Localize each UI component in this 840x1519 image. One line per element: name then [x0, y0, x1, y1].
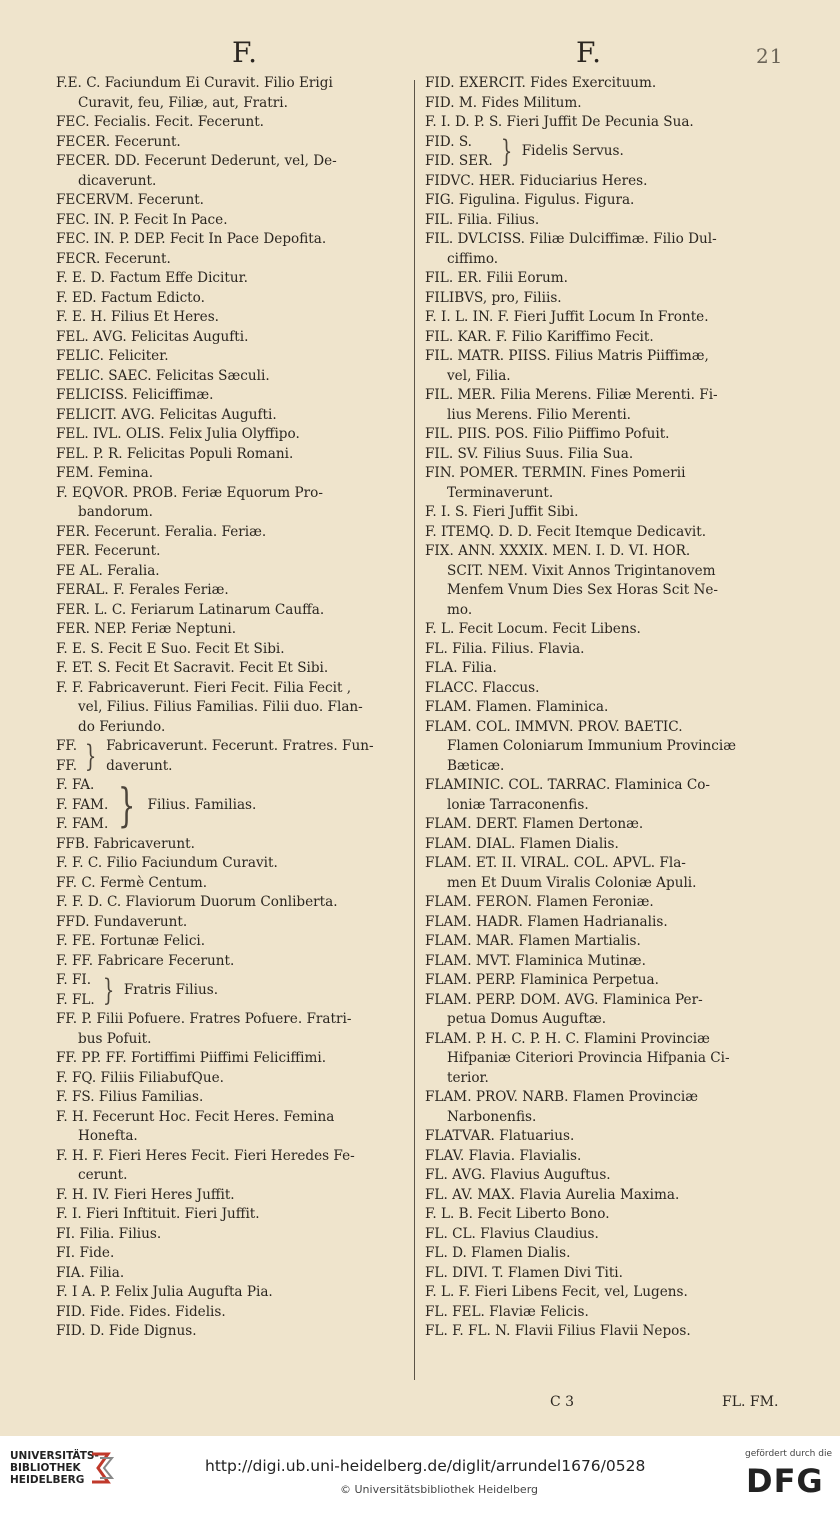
dictionary-entry-line: FIL. MATR. PIISS. Filius Matris Piiffimæ, — [425, 348, 709, 364]
dictionary-entry-line: petua Domus Auguftæ. — [447, 1011, 607, 1027]
brace-expansion — [522, 142, 624, 162]
dictionary-entry-line: FECER. DD. Fecerunt Dederunt, vel, De- — [56, 153, 337, 169]
brace-symbol: } — [102, 972, 115, 1008]
dictionary-entry-line: FLATVAR. Flatuarius. — [425, 1128, 575, 1144]
dictionary-entry-line: FIL. MER. Filia Merens. Filiæ Merenti. Fi- — [425, 387, 718, 403]
dictionary-entry-line: F. EQVOR. PROB. Feriæ Equorum Pro- — [56, 484, 323, 501]
dictionary-entry-line: vel, Filius. Filius Familias. Filii duo. Flan- — [78, 699, 363, 715]
brace-abbreviations — [425, 133, 493, 172]
dictionary-entry-line: F. I. Fieri Inftituit. Fieri Juffit. — [56, 1206, 260, 1222]
brace-symbol: } — [500, 134, 512, 169]
right-column — [425, 74, 795, 1342]
dictionary-entry-line: FELIC. SAEC. Felicitas Sæculi. — [56, 367, 270, 384]
dictionary-entry-line: F. I. L. IN. F. Fieri Juffit Locum In Fronte. — [425, 309, 709, 325]
dictionary-entry-line: vel, Filia. — [447, 367, 511, 384]
bracketed-entry — [56, 971, 410, 1010]
dictionary-entry-line: FILIBVS, pro, Filiis. — [425, 289, 562, 306]
dictionary-entry-line: FF. P. Filii Pofuere. Fratres Pofuere. Fratri- — [56, 1011, 352, 1027]
dictionary-entry-line: F. F. D. C. Flaviorum Duorum Conliberta. — [56, 894, 338, 910]
dictionary-entry-line: FIL. Filia. Filius. — [425, 211, 540, 228]
dictionary-entry-line: FECER. Fecerunt. — [56, 133, 181, 150]
dictionary-entry-line: bus Pofuit. — [78, 1030, 152, 1047]
dictionary-entry-line: FER. Fecerunt. Feralia. Feriæ. — [56, 523, 267, 540]
dictionary-entry-line: FID. EXERCIT. Fides Exercituum. — [425, 75, 657, 91]
brace-expansion — [124, 981, 218, 1001]
dictionary-entry-line: FL. AV. MAX. Flavia Aurelia Maxima. — [425, 1186, 680, 1203]
abbreviation: FF. — [56, 738, 78, 754]
dictionary-entry-line: F. F. Fabricaverunt. Fieri Fecit. Filia Fecit , — [56, 679, 352, 696]
dictionary-entry-line: F. E. H. Filius Et Heres. — [56, 309, 219, 325]
dictionary-entry-line: FLAM. MAR. Flamen Martialis. — [425, 933, 641, 949]
dictionary-entry-line: F. F. C. Filio Faciundum Curavit. — [56, 855, 278, 871]
dictionary-entry-line: FEL. AVG. Felicitas Augufti. — [56, 328, 249, 345]
dictionary-entry-line: Terminaverunt. — [447, 484, 554, 501]
dictionary-entry-line: FF. C. Fermè Centum. — [56, 874, 208, 891]
dictionary-entry-line: F. ED. Factum Edicto. — [56, 289, 205, 306]
dictionary-entry-line: FIL. DVLCISS. Filiæ Dulciffimæ. Filio Dul- — [425, 231, 717, 247]
library-logo-text: UNIVERSITÄTS- BIBLIOTHEK HEIDELBERG — [10, 1450, 99, 1486]
dictionary-entry-line: terior. — [447, 1069, 489, 1086]
dictionary-entry-line: F. L. B. Fecit Liberto Bono. — [425, 1206, 610, 1222]
running-head-left: F. — [232, 36, 258, 69]
copyright-notice: © Universitätsbibliothek Heidelberg — [340, 1483, 539, 1496]
dictionary-entry-line: FEC. IN. P. Fecit In Pace. — [56, 211, 228, 228]
dictionary-entry-line: FLA. Filia. — [425, 660, 497, 676]
dictionary-entry-line: FELICIT. AVG. Felicitas Augufti. — [56, 406, 277, 423]
brace-expansion — [106, 737, 373, 776]
dictionary-entry-line: do Feriundo. — [78, 718, 166, 735]
dictionary-entry-line: FIL. KAR. F. Filio Kariffimo Fecit. — [425, 328, 654, 345]
dictionary-entry-line: dicaverunt. — [78, 172, 157, 189]
dictionary-entry-line: F. FQ. Filiis FiliabufQue. — [56, 1069, 224, 1086]
expansion-continued: daverunt. — [106, 757, 173, 774]
abbreviation: F. FL. — [56, 991, 95, 1008]
dictionary-entry-line: FLACC. Flaccus. — [425, 679, 540, 696]
expansion-text: Fidelis Servus. — [521, 143, 624, 160]
dictionary-entry-line: F.E. C. Faciundum Ei Curavit. Filio Erigi — [56, 75, 333, 91]
dictionary-entry-line: FLAM. P. H. C. P. H. C. Flamini Provinciæ — [425, 1030, 710, 1047]
dfg-logo: DFG — [746, 1462, 824, 1500]
brace-abbreviations — [56, 776, 108, 835]
brace-abbreviations — [56, 737, 77, 776]
dictionary-entry-line: FID. D. Fide Dignus. — [56, 1323, 197, 1339]
column-divider — [414, 80, 415, 1380]
dictionary-entry-line: FE AL. Feralia. — [56, 562, 160, 579]
dictionary-entry-line: F. L. F. Fieri Libens Fecit, vel, Lugens. — [425, 1284, 688, 1300]
dictionary-entry-line: F. FE. Fortunæ Felici. — [56, 933, 206, 949]
dictionary-entry-line: F. FS. Filius Familias. — [56, 1089, 204, 1105]
dictionary-entry-line: FLAM. PERP. DOM. AVG. Flaminica Per- — [425, 991, 703, 1008]
dictionary-entry-line: Honefta. — [78, 1128, 138, 1144]
abbreviation: F. FI. — [56, 972, 92, 988]
dictionary-entry-line: FIDVC. HER. Fiduciarius Heres. — [425, 172, 648, 189]
brace-symbol: } — [118, 778, 136, 833]
dictionary-entry-line: FER. Fecerunt. — [56, 543, 161, 559]
dictionary-entry-line: FL. AVG. Flavius Auguftus. — [425, 1167, 611, 1183]
abbreviation: FID. S. — [425, 133, 473, 150]
dictionary-entry-line: F. ITEMQ. D. D. Fecit Itemque Dedicavit. — [425, 523, 707, 540]
expansion-text: Fabricaverunt. Fecerunt. Fratres. Fun- — [106, 738, 374, 754]
dictionary-entry-line: F. H. F. Fieri Heres Fecit. Fieri Heredes Fe- — [56, 1147, 355, 1164]
dictionary-entry-line: FLAM. DERT. Flamen Dertonæ. — [425, 816, 644, 832]
page-number: 21 — [756, 44, 784, 68]
dictionary-entry-line: FLAM. HADR. Flamen Hadrianalis. — [425, 913, 668, 930]
funding-caption: gefördert durch die — [745, 1449, 832, 1459]
dictionary-entry-line: Curavit, feu, Filiæ, aut, Fratri. — [78, 94, 288, 111]
dictionary-entry-line: Hifpaniæ Citeriori Provincia Hifpania Ci- — [447, 1050, 730, 1066]
dictionary-entry-line: F. H. IV. Fieri Heres Juffit. — [56, 1186, 235, 1203]
dictionary-entry-line: FLAM. PROV. NARB. Flamen Provinciæ — [425, 1089, 699, 1105]
dictionary-entry-line: F. I. D. P. S. Fieri Juffit De Pecunia Sua. — [425, 114, 694, 130]
dictionary-entry-line: F. L. Fecit Locum. Fecit Libens. — [425, 621, 641, 637]
dictionary-entry-line: F. E. S. Fecit E Suo. Fecit Et Sibi. — [56, 640, 285, 657]
dictionary-entry-line: FLAM. PERP. Flaminica Perpetua. — [425, 972, 659, 988]
dictionary-entry-line: FER. L. C. Feriarum Latinarum Cauffa. — [56, 601, 325, 618]
dictionary-entry-line: FL. DIVI. T. Flamen Divi Titi. — [425, 1264, 623, 1281]
dictionary-entry-line: F. I A. P. Felix Julia Augufta Pia. — [56, 1284, 273, 1300]
brace-symbol: } — [84, 738, 97, 774]
running-head-right: F. — [576, 36, 602, 69]
dictionary-entry-line: FIA. Filia. — [56, 1264, 125, 1281]
dictionary-entry-line: F. E. D. Factum Effe Dicitur. — [56, 270, 248, 286]
viewer-footer — [0, 1436, 840, 1519]
dictionary-entry-line: FIX. ANN. XXXIX. MEN. I. D. VI. HOR. — [425, 543, 691, 559]
abbreviation: FF. — [56, 757, 78, 774]
dictionary-entry-line: FLAM. Flamen. Flaminica. — [425, 699, 609, 715]
dictionary-entry-line: FLAM. DIAL. Flamen Dialis. — [425, 835, 619, 852]
dictionary-entry-line: FID. M. Fides Militum. — [425, 94, 582, 111]
dictionary-entry-line: FIL. ER. Filii Eorum. — [425, 270, 568, 286]
dictionary-entry-line: FLAM. COL. IMMVN. PROV. BAETIC. — [425, 718, 683, 735]
dictionary-entry-line: Menfem Vnum Dies Sex Horas Scit Ne- — [447, 582, 719, 598]
dictionary-entry-line: Bæticæ. — [447, 757, 505, 774]
dictionary-entry-line: FEL. P. R. Felicitas Populi Romani. — [56, 445, 294, 462]
dictionary-entry-line: FELICISS. Feliciffimæ. — [56, 387, 214, 403]
dictionary-entry-line: FL. FEL. Flaviæ Felicis. — [425, 1303, 589, 1320]
expansion-text: Filius. Familias. — [147, 796, 257, 813]
dictionary-entry-line: FI. Filia. Filius. — [56, 1225, 162, 1242]
dictionary-entry-line: FL. CL. Flavius Claudius. — [425, 1225, 599, 1242]
dictionary-entry-line: FID. Fide. Fides. Fidelis. — [56, 1303, 226, 1320]
dictionary-entry-line: FIN. POMER. TERMIN. Fines Pomerii — [425, 465, 686, 481]
left-column — [56, 74, 410, 1342]
dictionary-entry-line: F. I. S. Fieri Juffit Sibi. — [425, 504, 579, 520]
abbreviation: F. FAM. — [56, 816, 109, 832]
dictionary-entry-line: FI. Fide. — [56, 1245, 115, 1261]
dictionary-entry-line: F. H. Fecerunt Hoc. Fecit Heres. Femina — [56, 1108, 335, 1125]
catchword: FL. FM. — [722, 1394, 779, 1410]
dictionary-entry-line: FLAM. ET. II. VIRAL. COL. APVL. Fla- — [425, 855, 686, 871]
dictionary-entry-line: FECR. Fecerunt. — [56, 250, 171, 267]
bracketed-entry — [56, 737, 410, 776]
dictionary-entry-line: FIL. SV. Filius Suus. Filia Sua. — [425, 445, 634, 462]
dictionary-entry-line: FLAM. MVT. Flaminica Mutinæ. — [425, 952, 646, 969]
abbreviation: F. FAM. — [56, 796, 109, 813]
dictionary-entry-line: FELIC. Feliciter. — [56, 348, 169, 364]
dictionary-entry-line: loniæ Tarraconenfis. — [447, 796, 589, 813]
dictionary-entry-line: bandorum. — [78, 504, 153, 520]
dictionary-entry-line: FFB. Fabricaverunt. — [56, 835, 195, 852]
dictionary-entry-line: mo. — [447, 601, 473, 618]
dictionary-entry-line: Narbonenfis. — [447, 1108, 537, 1125]
dictionary-entry-line: FF. PP. FF. Fortiffimi Piiffimi Feliciffimi. — [56, 1050, 327, 1066]
abbreviation: FID. SER. — [425, 153, 493, 169]
dictionary-entry-line: F. FF. Fabricare Fecerunt. — [56, 952, 235, 969]
library-logo-icon — [88, 1450, 114, 1486]
bracketed-entry — [425, 133, 795, 172]
dictionary-entry-line: lius Merens. Filio Merenti. — [447, 406, 632, 423]
signature-mark: C 3 — [550, 1394, 575, 1410]
dictionary-entry-line: FIL. PIIS. POS. Filio Piiffimo Pofuit. — [425, 426, 670, 442]
brace-expansion — [148, 796, 257, 816]
dictionary-entry-line: FL. D. Flamen Dialis. — [425, 1245, 571, 1261]
abbreviation: F. FA. — [56, 777, 95, 793]
dictionary-entry-line: FER. NEP. Feriæ Neptuni. — [56, 621, 237, 637]
permalink-url[interactable]: http://digi.ub.uni-heidelberg.de/diglit/arrundel1676/0528 — [205, 1457, 646, 1475]
dictionary-entry-line: cerunt. — [78, 1167, 128, 1183]
dictionary-entry-line: Flamen Coloniarum Immunium Provinciæ — [447, 738, 737, 754]
dictionary-entry-line: FEC. Fecialis. Fecit. Fecerunt. — [56, 114, 265, 130]
dictionary-entry-line: men Et Duum Viralis Coloniæ Apuli. — [447, 874, 697, 891]
dictionary-entry-line: F. ET. S. Fecit Et Sacravit. Fecit Et Sibi. — [56, 660, 329, 676]
dictionary-entry-line: FFD. Fundaverunt. — [56, 913, 188, 930]
dictionary-entry-line: FEM. Femina. — [56, 465, 154, 481]
dictionary-entry-line: FERAL. F. Ferales Feriæ. — [56, 582, 229, 598]
dictionary-entry-line: FL. F. FL. N. Flavii Filius Flavii Nepos. — [425, 1323, 691, 1339]
dictionary-entry-line: FLAMINIC. COL. TARRAC. Flaminica Co- — [425, 777, 711, 793]
dictionary-entry-line: FLAM. FERON. Flamen Feroniæ. — [425, 894, 654, 910]
brace-abbreviations — [56, 971, 95, 1010]
dictionary-entry-line: FEL. IVL. OLIS. Felix Julia Olyffipo. — [56, 426, 300, 442]
dictionary-entry-line: FECERVM. Fecerunt. — [56, 192, 204, 208]
dictionary-entry-line: FIG. Figulina. Figulus. Figura. — [425, 192, 635, 208]
dictionary-entry-line: FL. Filia. Filius. Flavia. — [425, 640, 585, 657]
dictionary-entry-line: SCIT. NEM. Vixit Annos Trigintanovem — [447, 562, 716, 579]
expansion-text: Fratris Filius. — [123, 981, 219, 998]
bracketed-entry — [56, 776, 410, 835]
dictionary-entry-line: FLAV. Flavia. Flavialis. — [425, 1147, 582, 1164]
dictionary-entry-line: ciffimo. — [447, 250, 499, 267]
dictionary-entry-line: FEC. IN. P. DEP. Fecit In Pace Depofita. — [56, 231, 327, 247]
